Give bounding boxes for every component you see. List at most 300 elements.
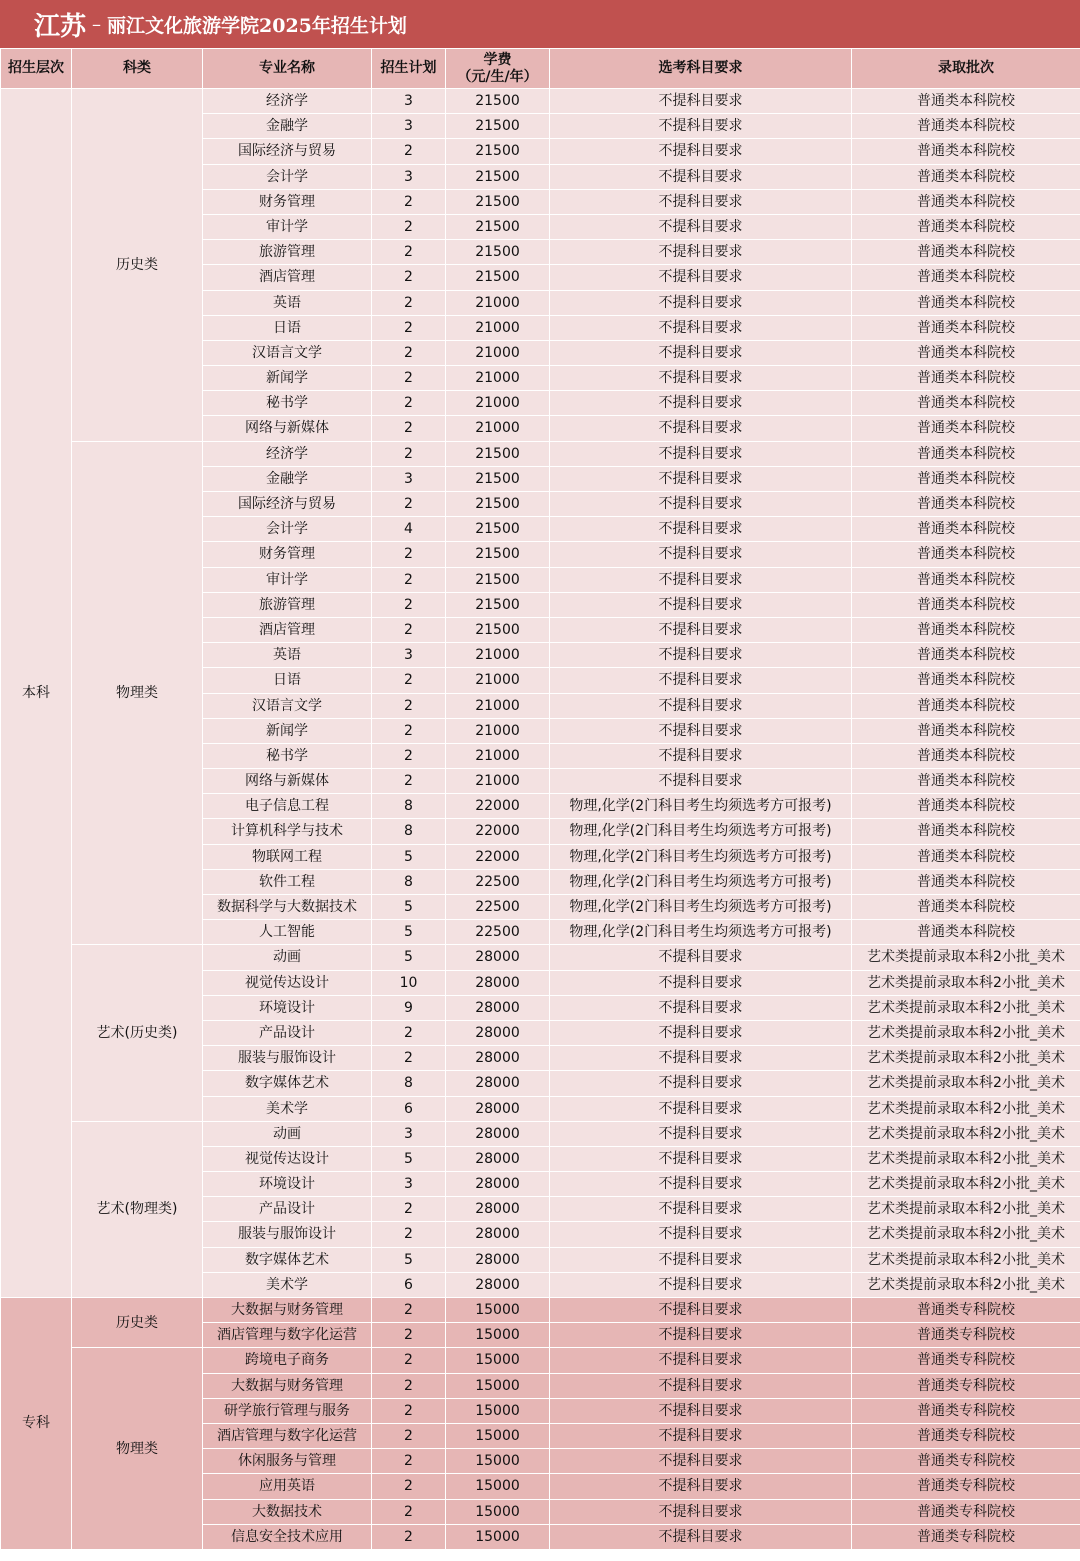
- major-cell: 数字媒体艺术: [203, 1247, 372, 1272]
- table-row: [1, 1121, 1080, 1146]
- subject-req-cell: 不提科目要求: [550, 1373, 852, 1398]
- plan-cell: 2: [372, 139, 446, 164]
- subject-req-cell: 不提科目要求: [550, 1222, 852, 1247]
- subject-req-cell: 不提科目要求: [550, 643, 852, 668]
- major-cell: 经济学: [203, 441, 372, 466]
- batch-cell: 艺术类提前录取本科2小批_美术: [852, 970, 1080, 995]
- fee-cell: 21500: [446, 567, 550, 592]
- plan-cell: 2: [372, 1298, 446, 1323]
- header-batch: 录取批次: [852, 49, 1080, 89]
- major-cell: 跨境电子商务: [203, 1348, 372, 1373]
- subject-req-cell: 不提科目要求: [550, 1247, 852, 1272]
- subject-req-cell: 不提科目要求: [550, 542, 852, 567]
- subject-req-cell: 物理,化学(2门科目考生均须选考方可报考): [550, 869, 852, 894]
- plan-cell: 2: [372, 567, 446, 592]
- major-cell: 软件工程: [203, 869, 372, 894]
- subject-req-cell: 不提科目要求: [550, 668, 852, 693]
- plan-cell: 2: [372, 693, 446, 718]
- fee-cell: 22500: [446, 895, 550, 920]
- subject-req-cell: 不提科目要求: [550, 1499, 852, 1524]
- plan-cell: 2: [372, 1449, 446, 1474]
- batch-cell: 艺术类提前录取本科2小批_美术: [852, 1096, 1080, 1121]
- major-cell: 视觉传达设计: [203, 970, 372, 995]
- plan-cell: 2: [372, 1398, 446, 1423]
- category-cell: 艺术(历史类): [72, 945, 203, 1121]
- subject-req-cell: 不提科目要求: [550, 189, 852, 214]
- subject-req-cell: 不提科目要求: [550, 1172, 852, 1197]
- level-cell: 专科: [1, 1298, 72, 1550]
- subject-req-cell: 不提科目要求: [550, 617, 852, 642]
- major-cell: 会计学: [203, 164, 372, 189]
- category-cell: 历史类: [72, 1298, 203, 1348]
- major-cell: 环境设计: [203, 995, 372, 1020]
- fee-cell: 21500: [446, 240, 550, 265]
- batch-cell: 普通类本科院校: [852, 441, 1080, 466]
- batch-cell: 普通类本科院校: [852, 139, 1080, 164]
- major-cell: 电子信息工程: [203, 794, 372, 819]
- batch-cell: 艺术类提前录取本科2小批_美术: [852, 1172, 1080, 1197]
- fee-cell: 21000: [446, 366, 550, 391]
- fee-cell: 28000: [446, 1272, 550, 1297]
- subject-req-cell: 不提科目要求: [550, 240, 852, 265]
- fee-cell: 21500: [446, 114, 550, 139]
- fee-cell: 15000: [446, 1373, 550, 1398]
- fee-cell: 21000: [446, 668, 550, 693]
- batch-cell: 普通类本科院校: [852, 819, 1080, 844]
- plan-cell: 3: [372, 89, 446, 114]
- fee-cell: 21500: [446, 466, 550, 491]
- major-cell: 环境设计: [203, 1172, 372, 1197]
- major-cell: 日语: [203, 315, 372, 340]
- batch-cell: 艺术类提前录取本科2小批_美术: [852, 1071, 1080, 1096]
- table-row: [1, 89, 1080, 114]
- header-major: 专业名称: [203, 49, 372, 89]
- plan-cell: 2: [372, 391, 446, 416]
- plan-cell: 9: [372, 995, 446, 1020]
- fee-cell: 21000: [446, 391, 550, 416]
- fee-cell: 22500: [446, 869, 550, 894]
- batch-cell: 普通类本科院校: [852, 517, 1080, 542]
- batch-cell: 普通类专科院校: [852, 1298, 1080, 1323]
- plan-cell: 8: [372, 819, 446, 844]
- fee-cell: 28000: [446, 1247, 550, 1272]
- title-dash: –: [92, 13, 102, 35]
- plan-cell: 10: [372, 970, 446, 995]
- batch-cell: 普通类本科院校: [852, 693, 1080, 718]
- major-cell: 国际经济与贸易: [203, 492, 372, 517]
- subject-req-cell: 不提科目要求: [550, 1096, 852, 1121]
- batch-cell: 普通类本科院校: [852, 164, 1080, 189]
- category-cell: 历史类: [72, 89, 203, 442]
- title-bar: [0, 0, 1080, 48]
- subject-req-cell: 不提科目要求: [550, 567, 852, 592]
- batch-cell: 普通类本科院校: [852, 567, 1080, 592]
- subject-req-cell: 不提科目要求: [550, 517, 852, 542]
- major-cell: 新闻学: [203, 366, 372, 391]
- subject-req-cell: 不提科目要求: [550, 265, 852, 290]
- batch-cell: 艺术类提前录取本科2小批_美术: [852, 1247, 1080, 1272]
- plan-cell: 3: [372, 1172, 446, 1197]
- fee-cell: 28000: [446, 1146, 550, 1171]
- batch-cell: 艺术类提前录取本科2小批_美术: [852, 1197, 1080, 1222]
- plan-cell: 2: [372, 668, 446, 693]
- plan-cell: 2: [372, 1197, 446, 1222]
- major-cell: 会计学: [203, 517, 372, 542]
- fee-cell: 15000: [446, 1298, 550, 1323]
- table-row: [1, 441, 1080, 466]
- fee-cell: 28000: [446, 970, 550, 995]
- major-cell: 酒店管理与数字化运营: [203, 1423, 372, 1448]
- major-cell: 旅游管理: [203, 240, 372, 265]
- major-cell: 大数据与财务管理: [203, 1373, 372, 1398]
- subject-req-cell: 不提科目要求: [550, 1474, 852, 1499]
- subject-req-cell: 不提科目要求: [550, 1298, 852, 1323]
- batch-cell: 普通类本科院校: [852, 240, 1080, 265]
- subject-req-cell: 不提科目要求: [550, 1348, 852, 1373]
- fee-cell: 15000: [446, 1423, 550, 1448]
- major-cell: 动画: [203, 945, 372, 970]
- major-cell: 国际经济与贸易: [203, 139, 372, 164]
- subject-req-cell: 不提科目要求: [550, 366, 852, 391]
- fee-cell: 28000: [446, 1020, 550, 1045]
- major-cell: 服装与服饰设计: [203, 1046, 372, 1071]
- fee-cell: 21000: [446, 718, 550, 743]
- subject-req-cell: 物理,化学(2门科目考生均须选考方可报考): [550, 794, 852, 819]
- subject-req-cell: 不提科目要求: [550, 945, 852, 970]
- batch-cell: 艺术类提前录取本科2小批_美术: [852, 1272, 1080, 1297]
- fee-cell: 28000: [446, 1121, 550, 1146]
- batch-cell: 普通类本科院校: [852, 920, 1080, 945]
- major-cell: 大数据与财务管理: [203, 1298, 372, 1323]
- plan-cell: 8: [372, 1071, 446, 1096]
- plan-cell: 3: [372, 1121, 446, 1146]
- header-fee-line2: （元/生/年）: [457, 68, 538, 85]
- subject-req-cell: 物理,化学(2门科目考生均须选考方可报考): [550, 844, 852, 869]
- major-cell: 产品设计: [203, 1197, 372, 1222]
- batch-cell: 普通类本科院校: [852, 114, 1080, 139]
- major-cell: 数字媒体艺术: [203, 1071, 372, 1096]
- batch-cell: 普通类本科院校: [852, 89, 1080, 114]
- subject-req-cell: 不提科目要求: [550, 1323, 852, 1348]
- header-fee: [446, 49, 550, 89]
- header-plan: 招生计划: [372, 49, 446, 89]
- major-cell: 应用英语: [203, 1474, 372, 1499]
- plan-cell: 6: [372, 1272, 446, 1297]
- header-fee-line1: 学费: [483, 52, 512, 69]
- plan-cell: 5: [372, 844, 446, 869]
- batch-cell: 普通类专科院校: [852, 1373, 1080, 1398]
- subject-req-cell: 不提科目要求: [550, 592, 852, 617]
- fee-cell: 22000: [446, 794, 550, 819]
- major-cell: 财务管理: [203, 189, 372, 214]
- major-cell: 财务管理: [203, 542, 372, 567]
- subject-req-cell: 物理,化学(2门科目考生均须选考方可报考): [550, 819, 852, 844]
- batch-cell: 普通类专科院校: [852, 1398, 1080, 1423]
- category-cell: 艺术(物理类): [72, 1121, 203, 1297]
- table-row: [1, 1348, 1080, 1373]
- batch-cell: 普通类本科院校: [852, 466, 1080, 491]
- batch-cell: 普通类本科院校: [852, 366, 1080, 391]
- subject-req-cell: 不提科目要求: [550, 1197, 852, 1222]
- fee-cell: 22000: [446, 844, 550, 869]
- plan-cell: 2: [372, 1020, 446, 1045]
- batch-cell: 艺术类提前录取本科2小批_美术: [852, 1222, 1080, 1247]
- major-cell: 汉语言文学: [203, 340, 372, 365]
- batch-cell: 普通类本科院校: [852, 290, 1080, 315]
- batch-cell: 普通类专科院校: [852, 1474, 1080, 1499]
- fee-cell: 21000: [446, 743, 550, 768]
- subject-req-cell: 不提科目要求: [550, 693, 852, 718]
- table-body: [1, 89, 1080, 1550]
- subject-req-cell: 不提科目要求: [550, 164, 852, 189]
- major-cell: 休闲服务与管理: [203, 1449, 372, 1474]
- major-cell: 大数据技术: [203, 1499, 372, 1524]
- major-cell: 汉语言文学: [203, 693, 372, 718]
- plan-cell: 8: [372, 869, 446, 894]
- fee-cell: 21000: [446, 693, 550, 718]
- fee-cell: 21500: [446, 214, 550, 239]
- batch-cell: 普通类专科院校: [852, 1423, 1080, 1448]
- plan-cell: 5: [372, 1146, 446, 1171]
- plan-cell: 5: [372, 945, 446, 970]
- subject-req-cell: 不提科目要求: [550, 492, 852, 517]
- plan-cell: 2: [372, 240, 446, 265]
- major-cell: 研学旅行管理与服务: [203, 1398, 372, 1423]
- fee-cell: 15000: [446, 1499, 550, 1524]
- fee-cell: 21000: [446, 643, 550, 668]
- subject-req-cell: 不提科目要求: [550, 89, 852, 114]
- header-category: 科类: [72, 49, 203, 89]
- fee-cell: 21500: [446, 139, 550, 164]
- plan-cell: 2: [372, 1474, 446, 1499]
- fee-cell: 28000: [446, 1046, 550, 1071]
- major-cell: 美术学: [203, 1096, 372, 1121]
- plan-cell: 2: [372, 542, 446, 567]
- plan-cell: 2: [372, 189, 446, 214]
- major-cell: 日语: [203, 668, 372, 693]
- plan-cell: 2: [372, 743, 446, 768]
- major-cell: 网络与新媒体: [203, 769, 372, 794]
- major-cell: 英语: [203, 290, 372, 315]
- major-cell: 金融学: [203, 466, 372, 491]
- plan-cell: 2: [372, 617, 446, 642]
- subject-req-cell: 不提科目要求: [550, 769, 852, 794]
- batch-cell: 普通类专科院校: [852, 1449, 1080, 1474]
- plan-cell: 2: [372, 769, 446, 794]
- subject-req-cell: 不提科目要求: [550, 340, 852, 365]
- fee-cell: 21500: [446, 265, 550, 290]
- major-cell: 秘书学: [203, 391, 372, 416]
- category-cell: 物理类: [72, 441, 203, 945]
- batch-cell: 普通类本科院校: [852, 844, 1080, 869]
- batch-cell: 普通类专科院校: [852, 1348, 1080, 1373]
- batch-cell: 普通类本科院校: [852, 794, 1080, 819]
- major-cell: 旅游管理: [203, 592, 372, 617]
- batch-cell: 普通类本科院校: [852, 189, 1080, 214]
- plan-cell: 6: [372, 1096, 446, 1121]
- major-cell: 英语: [203, 643, 372, 668]
- fee-cell: 21500: [446, 89, 550, 114]
- header-row: [1, 49, 1080, 89]
- plan-cell: 2: [372, 1524, 446, 1549]
- batch-cell: 普通类本科院校: [852, 668, 1080, 693]
- major-cell: 秘书学: [203, 743, 372, 768]
- subject-req-cell: 不提科目要求: [550, 1071, 852, 1096]
- plan-cell: 2: [372, 366, 446, 391]
- plan-cell: 5: [372, 1247, 446, 1272]
- subject-req-cell: 不提科目要求: [550, 1398, 852, 1423]
- enrollment-plan-table: [0, 48, 1080, 1550]
- level-cell: 本科: [1, 89, 72, 1298]
- plan-cell: 3: [372, 643, 446, 668]
- batch-cell: 普通类本科院校: [852, 416, 1080, 441]
- plan-cell: 2: [372, 441, 446, 466]
- batch-cell: 艺术类提前录取本科2小批_美术: [852, 1020, 1080, 1045]
- major-cell: 服装与服饰设计: [203, 1222, 372, 1247]
- fee-cell: 28000: [446, 1071, 550, 1096]
- major-cell: 美术学: [203, 1272, 372, 1297]
- plan-cell: 5: [372, 895, 446, 920]
- plan-cell: 2: [372, 1499, 446, 1524]
- plan-cell: 8: [372, 794, 446, 819]
- table-row: [1, 1298, 1080, 1323]
- plan-cell: 2: [372, 492, 446, 517]
- plan-cell: 3: [372, 114, 446, 139]
- plan-cell: 2: [372, 1046, 446, 1071]
- fee-cell: 28000: [446, 1222, 550, 1247]
- batch-cell: 普通类本科院校: [852, 542, 1080, 567]
- major-cell: 计算机科学与技术: [203, 819, 372, 844]
- table-row: [1, 945, 1080, 970]
- header-subject-req: 选考科目要求: [550, 49, 852, 89]
- subject-req-cell: 不提科目要求: [550, 1046, 852, 1071]
- fee-cell: 15000: [446, 1474, 550, 1499]
- fee-cell: 28000: [446, 945, 550, 970]
- plan-cell: 2: [372, 1423, 446, 1448]
- subject-req-cell: 不提科目要求: [550, 1121, 852, 1146]
- plan-cell: 2: [372, 1373, 446, 1398]
- fee-cell: 21500: [446, 441, 550, 466]
- batch-cell: 普通类本科院校: [852, 617, 1080, 642]
- major-cell: 审计学: [203, 214, 372, 239]
- title-province: 江苏: [34, 11, 87, 42]
- batch-cell: 普通类专科院校: [852, 1499, 1080, 1524]
- subject-req-cell: 不提科目要求: [550, 718, 852, 743]
- batch-cell: 艺术类提前录取本科2小批_美术: [852, 1046, 1080, 1071]
- subject-req-cell: 不提科目要求: [550, 114, 852, 139]
- subject-req-cell: 物理,化学(2门科目考生均须选考方可报考): [550, 920, 852, 945]
- plan-cell: 2: [372, 315, 446, 340]
- plan-cell: 2: [372, 1348, 446, 1373]
- fee-cell: 22500: [446, 920, 550, 945]
- page-title: 丽江文化旅游学院2025年招生计划: [107, 14, 407, 37]
- plan-cell: 2: [372, 1323, 446, 1348]
- batch-cell: 普通类本科院校: [852, 895, 1080, 920]
- batch-cell: 普通类本科院校: [852, 592, 1080, 617]
- header-level: 招生层次: [1, 49, 72, 89]
- fee-cell: 21500: [446, 164, 550, 189]
- plan-cell: 2: [372, 718, 446, 743]
- plan-cell: 2: [372, 214, 446, 239]
- fee-cell: 15000: [446, 1449, 550, 1474]
- plan-cell: 2: [372, 592, 446, 617]
- subject-req-cell: 不提科目要求: [550, 466, 852, 491]
- fee-cell: 21500: [446, 542, 550, 567]
- batch-cell: 艺术类提前录取本科2小批_美术: [852, 1146, 1080, 1171]
- batch-cell: 普通类本科院校: [852, 869, 1080, 894]
- fee-cell: 15000: [446, 1323, 550, 1348]
- batch-cell: 普通类本科院校: [852, 743, 1080, 768]
- batch-cell: 普通类本科院校: [852, 492, 1080, 517]
- major-cell: 信息安全技术应用: [203, 1524, 372, 1549]
- subject-req-cell: 物理,化学(2门科目考生均须选考方可报考): [550, 895, 852, 920]
- major-cell: 动画: [203, 1121, 372, 1146]
- major-cell: 数据科学与大数据技术: [203, 895, 372, 920]
- subject-req-cell: 不提科目要求: [550, 743, 852, 768]
- batch-cell: 艺术类提前录取本科2小批_美术: [852, 1121, 1080, 1146]
- batch-cell: 普通类专科院校: [852, 1323, 1080, 1348]
- batch-cell: 艺术类提前录取本科2小批_美术: [852, 945, 1080, 970]
- fee-cell: 28000: [446, 1197, 550, 1222]
- subject-req-cell: 不提科目要求: [550, 1449, 852, 1474]
- batch-cell: 普通类本科院校: [852, 718, 1080, 743]
- fee-cell: 28000: [446, 1096, 550, 1121]
- major-cell: 产品设计: [203, 1020, 372, 1045]
- plan-cell: 3: [372, 466, 446, 491]
- plan-cell: 5: [372, 920, 446, 945]
- subject-req-cell: 不提科目要求: [550, 1146, 852, 1171]
- major-cell: 审计学: [203, 567, 372, 592]
- fee-cell: 21500: [446, 592, 550, 617]
- major-cell: 网络与新媒体: [203, 416, 372, 441]
- fee-cell: 15000: [446, 1398, 550, 1423]
- batch-cell: 普通类本科院校: [852, 265, 1080, 290]
- fee-cell: 21000: [446, 290, 550, 315]
- batch-cell: 普通类专科院校: [852, 1524, 1080, 1549]
- batch-cell: 普通类本科院校: [852, 643, 1080, 668]
- major-cell: 酒店管理与数字化运营: [203, 1323, 372, 1348]
- major-cell: 新闻学: [203, 718, 372, 743]
- subject-req-cell: 不提科目要求: [550, 214, 852, 239]
- category-cell: 物理类: [72, 1348, 203, 1550]
- batch-cell: 普通类本科院校: [852, 214, 1080, 239]
- fee-cell: 21000: [446, 769, 550, 794]
- major-cell: 人工智能: [203, 920, 372, 945]
- plan-cell: 2: [372, 290, 446, 315]
- fee-cell: 21500: [446, 617, 550, 642]
- batch-cell: 普通类本科院校: [852, 340, 1080, 365]
- subject-req-cell: 不提科目要求: [550, 1272, 852, 1297]
- fee-cell: 21500: [446, 517, 550, 542]
- major-cell: 酒店管理: [203, 265, 372, 290]
- major-cell: 经济学: [203, 89, 372, 114]
- fee-cell: 15000: [446, 1524, 550, 1549]
- plan-cell: 3: [372, 164, 446, 189]
- subject-req-cell: 不提科目要求: [550, 315, 852, 340]
- fee-cell: 21000: [446, 315, 550, 340]
- fee-cell: 22000: [446, 819, 550, 844]
- fee-cell: 21000: [446, 340, 550, 365]
- batch-cell: 普通类本科院校: [852, 769, 1080, 794]
- fee-cell: 15000: [446, 1348, 550, 1373]
- subject-req-cell: 不提科目要求: [550, 970, 852, 995]
- plan-cell: 2: [372, 265, 446, 290]
- fee-cell: 28000: [446, 995, 550, 1020]
- subject-req-cell: 不提科目要求: [550, 139, 852, 164]
- major-cell: 金融学: [203, 114, 372, 139]
- plan-cell: 4: [372, 517, 446, 542]
- fee-cell: 28000: [446, 1172, 550, 1197]
